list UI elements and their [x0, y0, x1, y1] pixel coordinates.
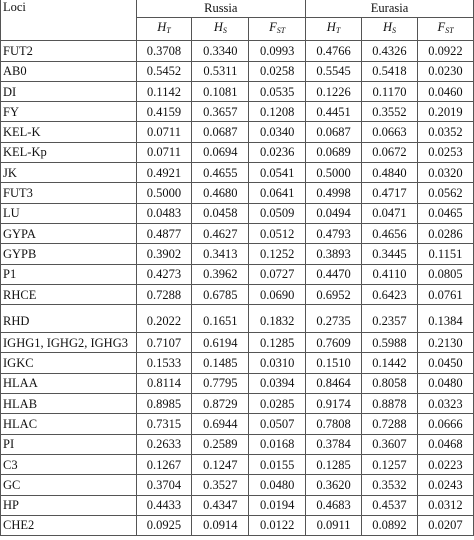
russia-ht-cell: 0.1533: [136, 353, 192, 373]
table-row: [1, 434, 474, 454]
russia-fst-cell: 0.0310: [249, 353, 306, 373]
russia-ht-cell: 0.8114: [136, 373, 192, 393]
russia-ht-cell: 0.4273: [136, 264, 192, 284]
eurasia-ht-cell: 0.8464: [306, 373, 362, 393]
locus-cell: KEL-Kp: [1, 142, 137, 162]
russia-hs-cell: 0.4627: [192, 223, 249, 243]
eurasia-hs-cell: 0.3607: [362, 434, 418, 454]
eurasia-fst-cell: 0.0253: [417, 142, 473, 162]
russia-ht-cell: 0.5452: [136, 61, 192, 81]
locus-cell: HP: [1, 495, 137, 515]
eurasia-fst-cell: 0.0312: [417, 495, 473, 515]
russia-fst-cell: 0.0258: [249, 61, 306, 81]
table-row: [1, 284, 474, 304]
table-row: [1, 414, 474, 434]
locus-cell: HLAC: [1, 414, 137, 434]
eurasia-ht-cell: 0.9174: [306, 394, 362, 414]
eurasia-hs-cell: 0.0471: [362, 203, 418, 223]
eurasia-ht-cell: 0.3620: [306, 475, 362, 495]
russia-ht-cell: 0.0711: [136, 142, 192, 162]
russia-fst-cell: 0.0236: [249, 142, 306, 162]
eurasia-fst-cell: 0.0352: [417, 122, 473, 142]
eurasia-hs-cell: 0.4326: [362, 41, 418, 61]
table-row: [1, 515, 474, 535]
fst-header: $F_{ST}$: [417, 18, 473, 41]
russia-ht-cell: 0.1142: [136, 81, 192, 101]
russia-ht-cell: 0.5000: [136, 183, 192, 203]
locus-cell: DI: [1, 81, 137, 101]
russia-fst-cell: 0.1208: [249, 102, 306, 122]
eurasia-hs-cell: 0.1257: [362, 454, 418, 474]
russia-fst-cell: 0.1252: [249, 244, 306, 264]
russia-hs-cell: 0.7795: [192, 373, 249, 393]
russia-fst-cell: 0.0541: [249, 163, 306, 183]
eurasia-fst-cell: 0.0320: [417, 163, 473, 183]
russia-fst-cell: 0.0535: [249, 81, 306, 101]
russia-fst-cell: 0.0507: [249, 414, 306, 434]
russia-ht-cell: 0.0711: [136, 122, 192, 142]
table-body: [1, 41, 474, 536]
russia-fst-cell: 0.1285: [249, 333, 306, 353]
table-row: [1, 353, 474, 373]
eurasia-fst-cell: 0.2019: [417, 102, 473, 122]
russia-ht-cell: 0.3902: [136, 244, 192, 264]
table-row: [1, 142, 474, 162]
fst-header: $F_{ST}$: [249, 18, 306, 41]
russia-hs-cell: 0.0687: [192, 122, 249, 142]
russia-hs-cell: 0.0458: [192, 203, 249, 223]
eurasia-fst-cell: 0.0243: [417, 475, 473, 495]
russia-hs-cell: 0.8729: [192, 394, 249, 414]
ht-header: $H_T$: [136, 18, 192, 41]
locus-cell: FUT2: [1, 41, 137, 61]
eurasia-ht-cell: 0.1285: [306, 454, 362, 474]
eurasia-hs-cell: 0.3532: [362, 475, 418, 495]
russia-ht-cell: 0.7288: [136, 284, 192, 304]
eurasia-hs-cell: 0.4717: [362, 183, 418, 203]
russia-fst-cell: 0.0122: [249, 515, 306, 535]
eurasia-ht-cell: 0.6952: [306, 284, 362, 304]
eurasia-ht-cell: 0.7808: [306, 414, 362, 434]
russia-ht-cell: 0.7315: [136, 414, 192, 434]
russia-hs-cell: 0.6785: [192, 284, 249, 304]
eurasia-ht-cell: 0.5545: [306, 61, 362, 81]
russia-fst-cell: 0.0394: [249, 373, 306, 393]
table-row: [1, 495, 474, 515]
locus-cell: IGHG1, IGHG2, IGHG3: [1, 333, 137, 353]
eurasia-hs-cell: 0.4656: [362, 223, 418, 243]
russia-ht-cell: 0.0925: [136, 515, 192, 535]
locus-cell: CHE2: [1, 515, 137, 535]
russia-ht-cell: 0.4159: [136, 102, 192, 122]
eurasia-hs-cell: 0.4537: [362, 495, 418, 515]
russia-fst-cell: 0.0480: [249, 475, 306, 495]
table-row: [1, 223, 474, 243]
eurasia-ht-cell: 0.0689: [306, 142, 362, 162]
locus-cell: JK: [1, 163, 137, 183]
locus-cell: C3: [1, 454, 137, 474]
eurasia-fst-cell: 0.0465: [417, 203, 473, 223]
russia-hs-cell: 0.0694: [192, 142, 249, 162]
locus-cell: PI: [1, 434, 137, 454]
locus-cell: KEL-K: [1, 122, 137, 142]
eurasia-ht-cell: 0.1226: [306, 81, 362, 101]
eurasia-hs-cell: 0.3552: [362, 102, 418, 122]
russia-hs-cell: 0.1651: [192, 305, 249, 333]
russia-fst-cell: 0.0285: [249, 394, 306, 414]
table-row: [1, 305, 474, 333]
eurasia-fst-cell: 0.0286: [417, 223, 473, 243]
eurasia-ht-cell: 0.0494: [306, 203, 362, 223]
locus-cell: AB0: [1, 61, 137, 81]
russia-ht-cell: 0.3708: [136, 41, 192, 61]
eurasia-hs-cell: 0.1170: [362, 81, 418, 101]
russia-hs-cell: 0.6194: [192, 333, 249, 353]
locus-cell: P1: [1, 264, 137, 284]
russia-ht-cell: 0.3704: [136, 475, 192, 495]
eurasia-hs-cell: 0.0663: [362, 122, 418, 142]
russia-hs-cell: 0.3527: [192, 475, 249, 495]
russia-fst-cell: 0.0509: [249, 203, 306, 223]
russia-ht-cell: 0.1267: [136, 454, 192, 474]
russia-ht-cell: 0.4921: [136, 163, 192, 183]
russia-hs-cell: 0.3413: [192, 244, 249, 264]
eurasia-fst-cell: 0.0323: [417, 394, 473, 414]
eurasia-fst-cell: 0.0805: [417, 264, 473, 284]
eurasia-hs-cell: 0.8058: [362, 373, 418, 393]
locus-cell: GYPA: [1, 223, 137, 243]
eurasia-fst-cell: 0.0207: [417, 515, 473, 535]
eurasia-fst-cell: 0.0922: [417, 41, 473, 61]
russia-fst-cell: 0.1832: [249, 305, 306, 333]
eurasia-fst-cell: 0.0480: [417, 373, 473, 393]
russia-hs-cell: 0.6944: [192, 414, 249, 434]
eurasia-ht-cell: 0.1510: [306, 353, 362, 373]
russia-hs-cell: 0.0914: [192, 515, 249, 535]
header-row-groups: [1, 0, 474, 18]
locus-cell: RHD: [1, 305, 137, 333]
eurasia-fst-cell: 0.0761: [417, 284, 473, 304]
russia-fst-cell: 0.0340: [249, 122, 306, 142]
table-row: [1, 264, 474, 284]
russia-fst-cell: 0.0512: [249, 223, 306, 243]
eurasia-hs-cell: 0.2357: [362, 305, 418, 333]
eurasia-hs-cell: 0.0672: [362, 142, 418, 162]
locus-cell: GC: [1, 475, 137, 495]
eurasia-fst-cell: 0.0562: [417, 183, 473, 203]
eurasia-ht-cell: 0.4470: [306, 264, 362, 284]
eurasia-ht-cell: 0.4793: [306, 223, 362, 243]
table-row: [1, 454, 474, 474]
locus-cell: HLAB: [1, 394, 137, 414]
russia-header: Russia: [136, 0, 306, 18]
eurasia-ht-cell: 0.2735: [306, 305, 362, 333]
russia-ht-cell: 0.2022: [136, 305, 192, 333]
eurasia-fst-cell: 0.0666: [417, 414, 473, 434]
ht-header: $H_T$: [306, 18, 362, 41]
russia-fst-cell: 0.0155: [249, 454, 306, 474]
table-row: [1, 244, 474, 264]
eurasia-hs-cell: 0.7288: [362, 414, 418, 434]
locus-cell: HLAA: [1, 373, 137, 393]
eurasia-fst-cell: 0.1151: [417, 244, 473, 264]
hs-header: $H_S$: [362, 18, 418, 41]
russia-hs-cell: 0.3657: [192, 102, 249, 122]
eurasia-ht-cell: 0.0687: [306, 122, 362, 142]
table-row: [1, 122, 474, 142]
eurasia-fst-cell: 0.0450: [417, 353, 473, 373]
russia-hs-cell: 0.2589: [192, 434, 249, 454]
russia-hs-cell: 0.3962: [192, 264, 249, 284]
eurasia-ht-cell: 0.4766: [306, 41, 362, 61]
eurasia-hs-cell: 0.8878: [362, 394, 418, 414]
table-row: [1, 333, 474, 353]
russia-hs-cell: 0.3340: [192, 41, 249, 61]
table-row: [1, 373, 474, 393]
russia-hs-cell: 0.4680: [192, 183, 249, 203]
eurasia-ht-cell: 0.4998: [306, 183, 362, 203]
russia-fst-cell: 0.0993: [249, 41, 306, 61]
table-row: [1, 475, 474, 495]
locus-cell: FY: [1, 102, 137, 122]
locus-cell: RHCE: [1, 284, 137, 304]
eurasia-ht-cell: 0.0911: [306, 515, 362, 535]
eurasia-hs-cell: 0.5988: [362, 333, 418, 353]
eurasia-hs-cell: 0.0892: [362, 515, 418, 535]
russia-ht-cell: 0.4433: [136, 495, 192, 515]
table-row: [1, 394, 474, 414]
locus-cell: GYPB: [1, 244, 137, 264]
russia-ht-cell: 0.2633: [136, 434, 192, 454]
table-row: [1, 81, 474, 101]
locus-cell: LU: [1, 203, 137, 223]
eurasia-fst-cell: 0.1384: [417, 305, 473, 333]
russia-hs-cell: 0.4347: [192, 495, 249, 515]
russia-hs-cell: 0.1081: [192, 81, 249, 101]
table-row: [1, 183, 474, 203]
russia-ht-cell: 0.4877: [136, 223, 192, 243]
eurasia-hs-cell: 0.6423: [362, 284, 418, 304]
table-row: [1, 203, 474, 223]
eurasia-ht-cell: 0.3893: [306, 244, 362, 264]
eurasia-ht-cell: 0.5000: [306, 163, 362, 183]
eurasia-ht-cell: 0.3784: [306, 434, 362, 454]
eurasia-ht-cell: 0.4683: [306, 495, 362, 515]
eurasia-fst-cell: 0.0460: [417, 81, 473, 101]
eurasia-hs-cell: 0.3445: [362, 244, 418, 264]
table-row: [1, 163, 474, 183]
eurasia-fst-cell: 0.0223: [417, 454, 473, 474]
table-row: [1, 41, 474, 61]
russia-hs-cell: 0.5311: [192, 61, 249, 81]
eurasia-header: Eurasia: [306, 0, 474, 18]
russia-hs-cell: 0.1247: [192, 454, 249, 474]
locus-cell: IGKC: [1, 353, 137, 373]
russia-fst-cell: 0.0690: [249, 284, 306, 304]
eurasia-fst-cell: 0.0230: [417, 61, 473, 81]
hs-header: $H_S$: [192, 18, 249, 41]
russia-fst-cell: 0.0727: [249, 264, 306, 284]
eurasia-ht-cell: 0.4451: [306, 102, 362, 122]
eurasia-hs-cell: 0.5418: [362, 61, 418, 81]
eurasia-ht-cell: 0.7609: [306, 333, 362, 353]
loci-header: Loci: [1, 0, 137, 41]
eurasia-hs-cell: 0.4110: [362, 264, 418, 284]
russia-ht-cell: 0.8985: [136, 394, 192, 414]
russia-fst-cell: 0.0194: [249, 495, 306, 515]
locus-cell: FUT3: [1, 183, 137, 203]
russia-fst-cell: 0.0641: [249, 183, 306, 203]
eurasia-hs-cell: 0.4840: [362, 163, 418, 183]
table-row: [1, 61, 474, 81]
russia-ht-cell: 0.7107: [136, 333, 192, 353]
eurasia-hs-cell: 0.1442: [362, 353, 418, 373]
russia-hs-cell: 0.4655: [192, 163, 249, 183]
russia-hs-cell: 0.1485: [192, 353, 249, 373]
eurasia-fst-cell: 0.0468: [417, 434, 473, 454]
russia-fst-cell: 0.0168: [249, 434, 306, 454]
table-row: [1, 102, 474, 122]
russia-ht-cell: 0.0483: [136, 203, 192, 223]
eurasia-fst-cell: 0.2130: [417, 333, 473, 353]
